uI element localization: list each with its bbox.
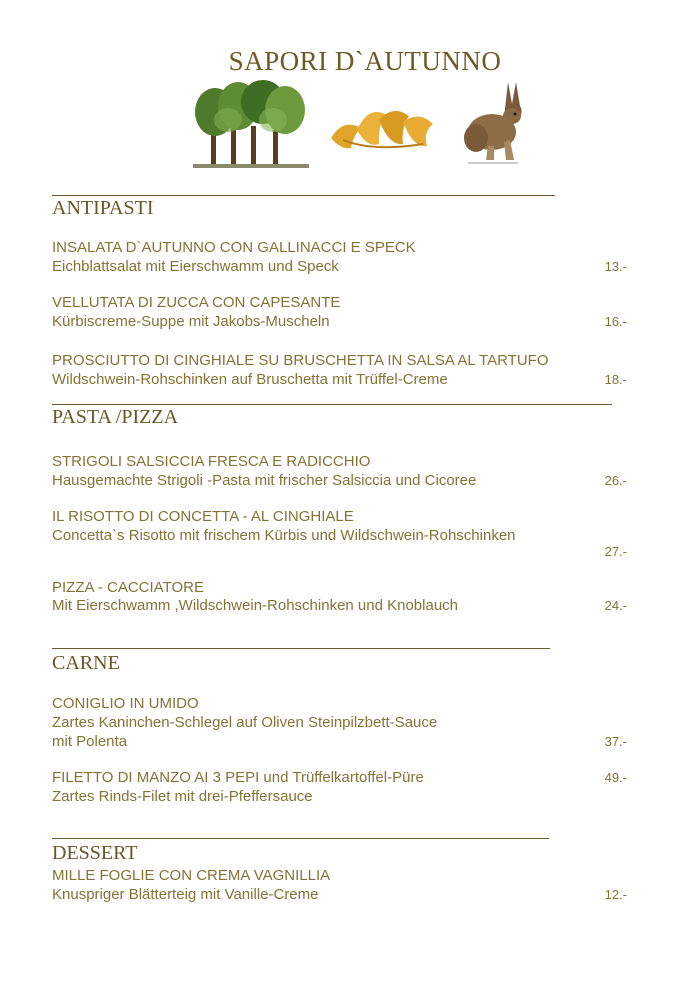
menu-item-description: Hausgemachte Strigoli -Pasta mit frischer Salsiccia und Cicoree	[52, 472, 477, 489]
menu-item-name: VELLUTATA DI ZUCCA CON CAPESANTE	[52, 294, 341, 311]
menu-item-price: 18.-	[604, 372, 627, 387]
menu-item-name: STRIGOLI SALSICCIA FRESCA E RADICCHIO	[52, 453, 371, 470]
divider-carne	[52, 648, 550, 649]
menu-item-price: 26.-	[604, 473, 627, 488]
menu-item-name: PROSCIUTTO DI CINGHIALE SU BRUSCHETTA IN SALSA AL TARTUFO	[52, 352, 549, 369]
menu-item-price: 13.-	[604, 259, 627, 274]
menu-item-name: IL RISOTTO DI CONCETTA - AL CINGHIALE	[52, 508, 354, 525]
menu-item-description: Concetta`s Risotto mit frischem Kürbis und Wildschwein-Rohschinken	[52, 527, 516, 544]
menu-item-name: CONIGLIO IN UMIDO	[52, 695, 199, 712]
section-heading-pasta: PASTA /PIZZA	[52, 406, 179, 428]
trees-icon	[193, 80, 309, 170]
menu-item-price: 16.-	[604, 314, 627, 329]
section-heading-dessert: DESSERT	[52, 842, 138, 864]
menu-item-description: Mit Eierschwamm ,Wildschwein-Rohschinken und Knoblauch	[52, 597, 459, 614]
menu-item-description: Zartes Kaninchen-Schlegel auf Oliven Steinpilzbett-Sauce	[52, 714, 438, 731]
divider-dessert	[52, 838, 549, 839]
section-heading-antipasti: ANTIPASTI	[52, 197, 154, 219]
menu-item-price: 49.-	[604, 770, 627, 785]
menu-item-description: Zartes Rinds-Filet mit drei-Pfeffersauce	[52, 788, 313, 805]
menu-item-description-continued: mit Polenta	[52, 733, 128, 750]
menu-item-name: MILLE FOGLIE CON CREMA VAGNILLIA	[52, 867, 331, 884]
divider-antipasti	[52, 195, 555, 196]
menu-item-price: 27.-	[604, 544, 627, 559]
menu-item-price: 37.-	[604, 734, 627, 749]
menu-item-name: INSALATA D`AUTUNNO CON GALLINACCI E SPECK	[52, 239, 416, 256]
divider-pasta	[52, 404, 612, 405]
menu-item-description: Wildschwein-Rohschinken auf Bruschetta mit Trüffel-Creme	[52, 371, 448, 388]
menu-item-description: Knuspriger Blätterteig mit Vanille-Creme	[52, 886, 319, 903]
section-heading-carne: CARNE	[52, 652, 120, 674]
menu-item-name: FILETTO DI MANZO AI 3 PEPI und Trüffelkartoffel-Püre	[52, 769, 424, 786]
menu-item-description: Kürbiscreme-Suppe mit Jakobs-Muscheln	[52, 313, 330, 330]
chanterelle-mushrooms-icon	[323, 100, 441, 155]
hare-icon	[458, 78, 526, 166]
menu-item-price: 12.-	[604, 887, 627, 902]
menu-item-name: PIZZA - CACCIATORE	[52, 579, 204, 596]
menu-title: SAPORI D`AUTUNNO	[228, 46, 502, 76]
menu-item-description: Eichblattsalat mit Eierschwamm und Speck	[52, 258, 339, 275]
menu-item-price: 24.-	[604, 598, 627, 613]
